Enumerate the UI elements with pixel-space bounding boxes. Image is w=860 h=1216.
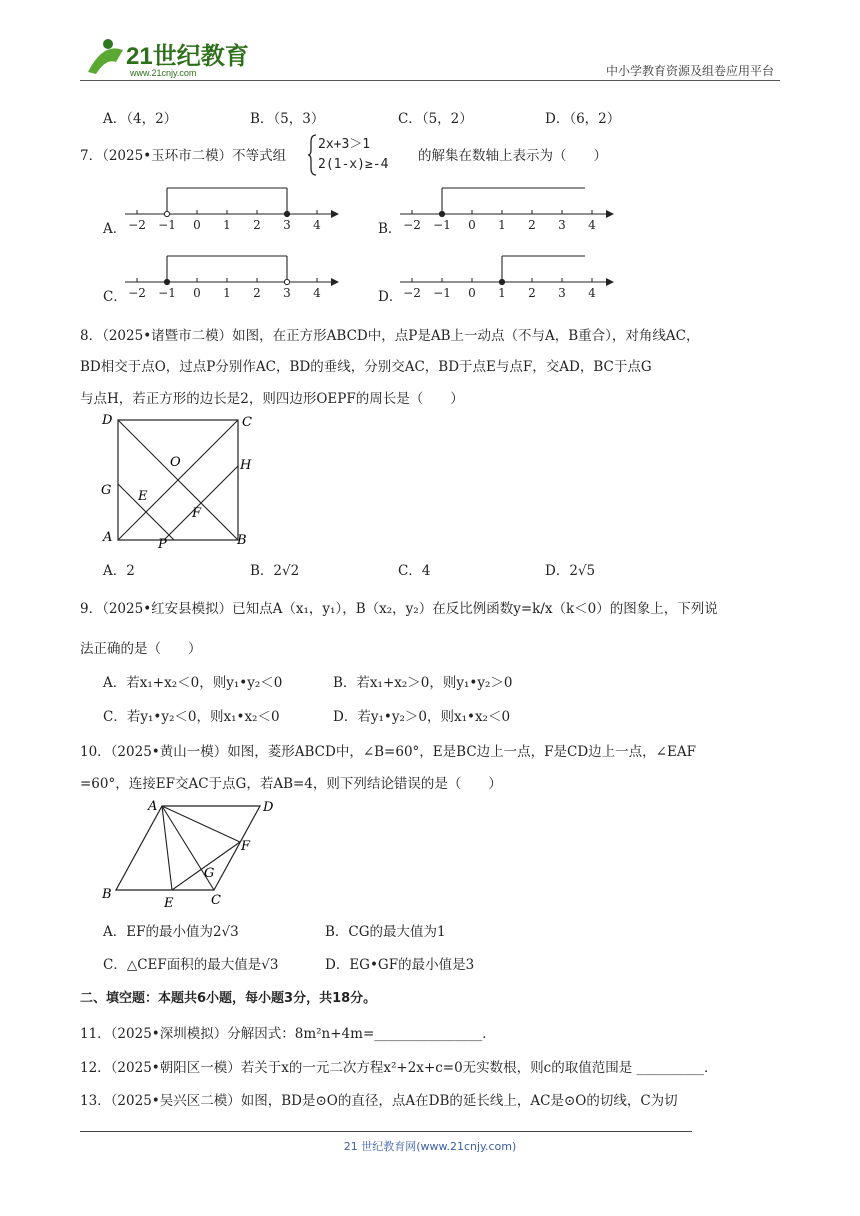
tick-label: 3 <box>283 218 291 232</box>
q10-option-c: C．△CEF面积的最大值是√3 <box>103 957 279 973</box>
header-divider <box>80 80 780 81</box>
q9-option-c: C．若y₁•y₂＜0，则x₁•x₂＜0 <box>103 709 280 725</box>
tick-label: 4 <box>588 286 596 300</box>
section-fill-in-title: 二、填空题：本题共6小题，每小题3分，共18分。 <box>80 991 377 1006</box>
tick-label: 4 <box>588 218 596 232</box>
site-logo <box>78 32 258 82</box>
q9-line2: 法正确的是（ ） <box>80 641 202 657</box>
q9-line1: 9．（2025•红安县模拟）已知点A（x₁，y₁），B（x₂，y₂）在反比例函数y=k/x（k＜0）的图象上，下列说 <box>80 601 718 617</box>
q8-label-d: D <box>102 413 113 428</box>
q6-option-c: C．（5，2） <box>398 111 473 127</box>
q12-text: 12．（2025•朝阳区一模）若关于x的一元二次方程x²+2x+c=0无实数根，则c的取值范围是 __________． <box>80 1060 718 1076</box>
q7-option-c-label: C． <box>103 289 127 305</box>
q8-option-b: B．2√2 <box>250 563 300 579</box>
q7-sys-line2: 2(1-x)≥-4 <box>318 157 389 172</box>
q8-label-a: A <box>103 530 113 545</box>
tick-label: −2 <box>128 218 146 232</box>
tick-label: −2 <box>128 286 146 300</box>
q11-text: 11．（2025•深圳模拟）分解因式：8m²n+4m=________________． <box>80 1026 496 1042</box>
q10-label-a: A <box>148 799 158 814</box>
tick-label: 0 <box>193 286 201 300</box>
q8-label-f: F <box>192 506 202 521</box>
tick-label: 2 <box>253 218 261 232</box>
q8-label-b: B <box>237 533 247 548</box>
q7-numberline-a <box>125 178 345 233</box>
q8-label-p: P <box>158 537 167 550</box>
q8-square-figure <box>98 410 258 550</box>
q7-option-b-label: B． <box>378 221 402 237</box>
q8-label-h: H <box>240 458 252 473</box>
q13-text: 13．（2025•吴兴区二模）如图，BD是⊙O的直径，点A在DB的延长线上，AC是⊙O的切线，C为切 <box>80 1093 678 1109</box>
tick-label: 4 <box>313 286 321 300</box>
platform-name: 中小学教育资源及组卷应用平台 <box>605 64 774 78</box>
q10-line2: =60°，连接EF交AC于点G，若AB=4，则下列结论错误的是（ ） <box>80 776 502 792</box>
logo-text: 21世纪教育 <box>126 43 249 70</box>
q7-prefix: 7．（2025•玉环市二模）不等式组 <box>80 148 287 164</box>
q10-option-b: B．CG的最大值为1 <box>325 924 446 940</box>
tick-label: 2 <box>528 218 536 232</box>
q9-option-a: A．若x₁+x₂＜0，则y₁•y₂＜0 <box>103 675 283 691</box>
footer-text: 21 世纪教育网(www.21cnjy.com) <box>343 1140 517 1153</box>
q9-option-b: B．若x₁+x₂＞0，则y₁•y₂＞0 <box>333 675 513 691</box>
q8-label-o: O <box>170 455 181 470</box>
q10-label-d: D <box>263 800 274 815</box>
tick-label: 2 <box>253 286 261 300</box>
tick-label: 0 <box>193 218 201 232</box>
q8-label-g: G <box>101 483 112 498</box>
q10-option-d: D．EG•GF的最小值是3 <box>325 957 475 973</box>
tick-label: 2 <box>528 286 536 300</box>
tick-label: −1 <box>158 218 176 232</box>
q8-line3: 与点H，若正方形的边长是2，则四边形OEPF的周长是（ ） <box>80 391 464 407</box>
q8-option-a: A．2 <box>103 563 135 579</box>
tick-label: −1 <box>158 286 176 300</box>
tick-label: 0 <box>468 218 476 232</box>
tick-label: 1 <box>223 286 231 300</box>
q8-option-d: D．2√5 <box>545 563 596 579</box>
q10-label-c: C <box>211 893 221 908</box>
q10-option-a: A．EF的最小值为2√3 <box>103 924 239 940</box>
q7-numberline-d <box>400 246 620 301</box>
q7-numberline-b <box>400 178 620 233</box>
tick-label: 1 <box>498 218 506 232</box>
footer-divider <box>80 1131 692 1132</box>
tick-label: 3 <box>558 218 566 232</box>
q10-rhombus-figure <box>98 794 288 912</box>
q6-option-d: D．（6，2） <box>545 111 621 127</box>
logo-url: www.21cnjy.com <box>130 68 197 78</box>
tick-label: −2 <box>403 218 421 232</box>
q7-numberline-c <box>125 246 345 301</box>
tick-label: −1 <box>433 218 451 232</box>
q10-label-g: G <box>204 866 215 881</box>
tick-label: 0 <box>468 286 476 300</box>
q8-line1: 8．（2025•诸暨市二模）如图，在正方形ABCD中，点P是AB上一动点（不与A，B重合），对角线AC， <box>80 328 700 344</box>
q8-line2: BD相交于点O，过点P分别作AC，BD的垂线，分别交AC，BD于点E与点F，交AD，BC于点G <box>80 359 652 375</box>
tick-label: 3 <box>558 286 566 300</box>
q10-label-f: F <box>241 839 251 854</box>
q9-option-d: D．若y₁•y₂＞0，则x₁•x₂＜0 <box>333 709 511 725</box>
q7-option-a-label: A． <box>103 221 127 237</box>
q10-line1: 10．（2025•黄山一模）如图，菱形ABCD中，∠B=60°，E是BC边上一点，F是CD边上一点，∠EAF <box>80 744 696 760</box>
q8-label-c: C <box>242 415 252 430</box>
q6-option-b: B．（5，3） <box>250 111 325 127</box>
q7-sys-line1: 2x+3＞1 <box>318 137 371 152</box>
q8-option-c: C．4 <box>398 563 431 579</box>
tick-label: −2 <box>403 286 421 300</box>
tick-label: 4 <box>313 218 321 232</box>
q10-label-e: E <box>164 896 174 911</box>
tick-label: 1 <box>223 218 231 232</box>
q8-label-e: E <box>138 489 148 504</box>
q6-option-a: A．（4，2） <box>103 111 178 127</box>
tick-label: 3 <box>283 286 291 300</box>
tick-label: −1 <box>433 286 451 300</box>
q7-suffix: 的解集在数轴上表示为（ ） <box>418 148 607 164</box>
q10-label-b: B <box>102 887 112 902</box>
q7-option-d-label: D． <box>378 289 403 305</box>
tick-label: 1 <box>498 286 506 300</box>
